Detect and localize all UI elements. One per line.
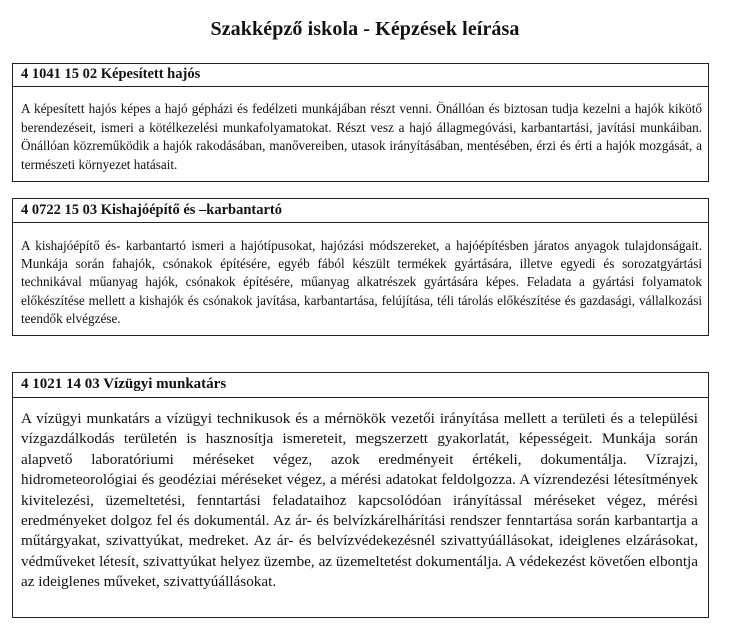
training-box-kepesitett-hajos — [12, 63, 709, 182]
training-description: A vízügyi munkatárs a vízügyi technikusok és a mérnökök vezetői irányítása mellett a területi és a települési vízgazdálkodás területén is hasznosítja ismereteit, megszerzett gyakorlatát, képességeit. Munkája során alapvető laboratóriumi méréseket végez, azok eredményeit értékeli, dokumentálja. Vízrajzi, hidrometeorológiai és geodéziai méréseket végez, a mérési adatokat feldolgozza. A vízrendezési létesítmények kivitelezési, üzemeltetési, fenntartási feladataihoz kapcsolódóan irányítással méréseket végez, mérési eredményeket dolgoz fel és dokumentál. Az ár- és belvízkárelhárítási rendszer fenntartása során karbantartja a műtárgyakat, szivattyúkat, medreket. Az ár- és belvízvédekezésnél szivattyúállásokat, ideiglenes elzárásokat, védműveket létesít, szivattyúkat helyez üzembe, az üzemeltetést dokumentálja. A védekezést követően elbontja az ideiglenes műveket, szivattyúállásokat. — [21, 410, 698, 591]
training-box-kishajoepito — [12, 198, 709, 336]
training-code-title: 4 0722 15 03 Kishajóépítő és –karbantartó — [13, 199, 708, 223]
training-code-title: 4 1041 15 02 Képesített hajós — [13, 64, 708, 87]
training-code-title: 4 1021 14 03 Vízügyi munkatárs — [13, 373, 708, 398]
training-description: A képesített hajós képes a hajó gépházi és fedélzeti munkájában részt venni. Önállóan és biztosan tudja kezelni a hajók kikötő berendezéseit, ismeri a kötélkezelési munkafolyamatokat. Részt vesz a hajó állagmegóvási, karbantartási, javítási munkáiban. Önállóan közreműködik a hajók rakodásában, manővereiben, utasok irányításában, mentésében, érzi és érti a hajók mozgását, a természeti környezet hatásait. — [21, 101, 702, 172]
training-box-vizugyi-munkatars — [12, 372, 709, 618]
page-title: Szakképző iskola - Képzések leírása — [210, 18, 520, 40]
training-description: A kishajóépítő és- karbantartó ismeri a hajótípusokat, hajózási módszereket, a hajóépítésben járatos anyagok tulajdonságait. Munkája során fahajók, csónakok építésére, egyéb fából készült termékek gyártására, illetve egyedi és sorozatgyártási technikával műanyag hajók, csónakok építésére, műanyag alkatrészek gyártására képes. Feladata a gyártási folyamatok előkészítése mellett a kishajók és csónakok javítása, karbantartása, felújítása, téli tárolás előkészítése és gazdasági, vállalkozási teendők elvégzése. — [21, 238, 702, 326]
